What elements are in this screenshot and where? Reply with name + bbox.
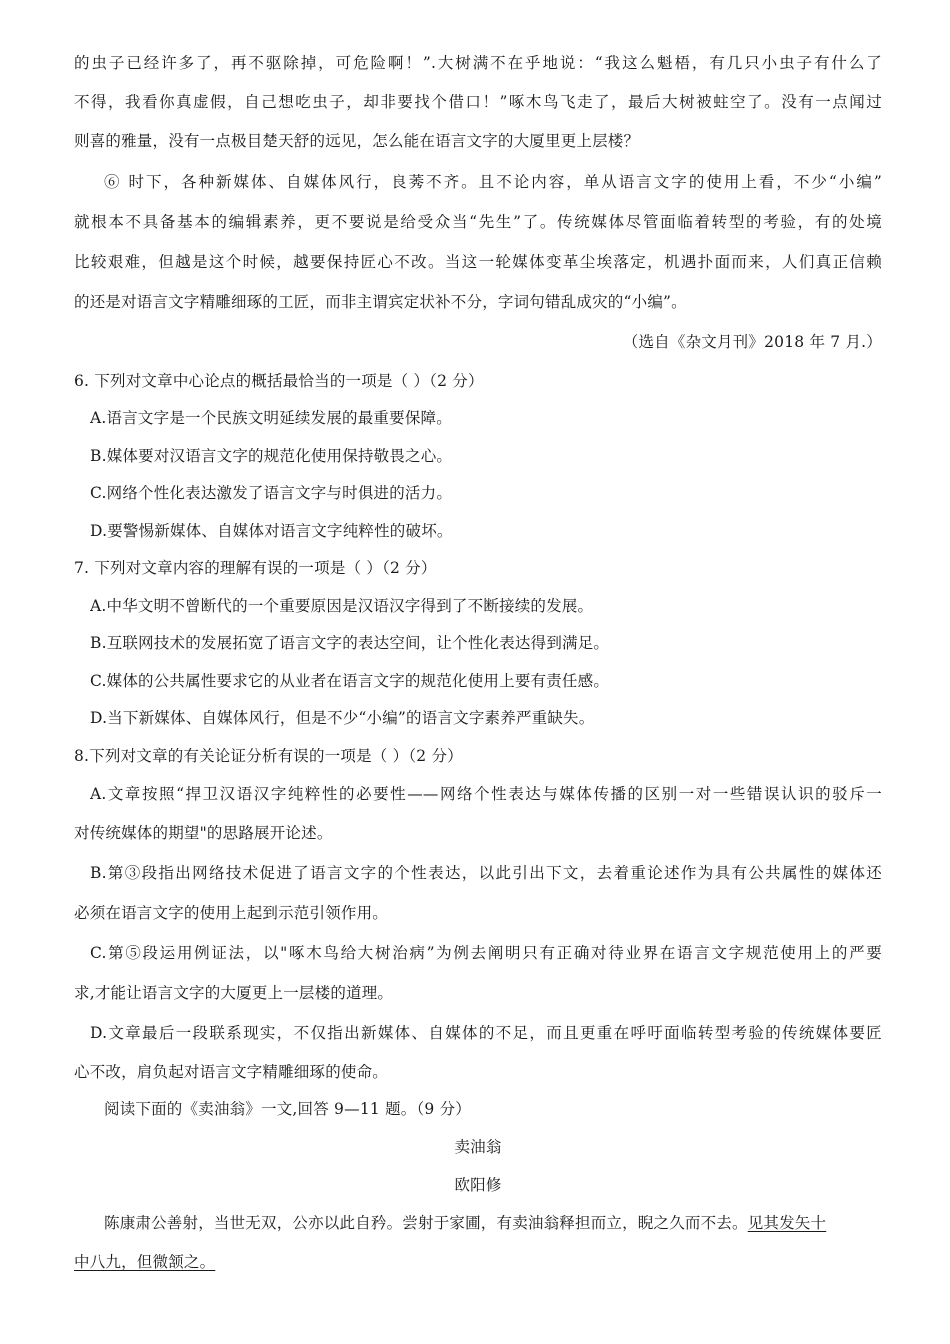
passage-line: 就根本不具备基本的编辑素养，更不要说是给受众当“先生”了。传统媒体尽管面临着转型的考验，有的处境 (74, 213, 882, 231)
question-7-option-a: A.中华文明不曾断代的一个重要原因是汉语汉字得到了不断接续的发展。 (90, 597, 594, 615)
question-7-stem: 7. 下列对文章内容的理解有误的一项是（ ）（2 分） (74, 559, 437, 577)
question-7-option-d: D.当下新媒体、自媒体风行，但是不少“小编”的语言文字素养严重缺失。 (90, 709, 595, 727)
passage-line: 的还是对语言文字精雕细琢的工匠，而非主谓宾定状补不分，字词句错乱成灾的“小编”。 (74, 293, 687, 311)
question-8-option-c-cont: 求,才能让语言文字的大厦更上一层楼的道理。 (74, 984, 394, 1002)
question-8-option-d-cont: 心不改，肩负起对语言文字精雕细琢的使命。 (74, 1063, 389, 1081)
question-8-option-b-cont: 必须在语言文字的使用上起到示范引领作用。 (74, 904, 389, 922)
passage-line: ⑥ 时下，各种新媒体、自媒体风行，良莠不齐。且不论内容，单从语言文字的使用上看，不少“小编” (104, 173, 882, 191)
question-6-option-c: C.网络个性化表达激发了语言文字与时俱进的活力。 (90, 484, 453, 502)
question-8-stem: 8.下列对文章的有关论证分析有误的一项是（ ）（2 分） (74, 747, 463, 765)
question-6-option-d: D.要警惕新媒体、自媒体对语言文字纯粹性的破坏。 (90, 522, 453, 540)
question-6-option-a: A.语言文字是一个民族文明延续发展的最重要保障。 (90, 409, 452, 427)
underlined-text: 中八九，但微颔之。 (74, 1253, 216, 1271)
passage-line: 不得，我看你真虚假，自己想吃虫子，却非要找个借口！”啄木鸟飞走了，最后大树被蛀空了。没有一点闻过 (74, 93, 882, 111)
reading-text: 陈康肃公善射，当世无双，公亦以此自矜。尝射于家圃，有卖油翁释担而立，睨之久而不去。 (104, 1214, 748, 1232)
question-8-option-d: D.文章最后一段联系现实，不仅指出新媒体、自媒体的不足，而且更重在呼吁面临转型考验的传统媒体要匠 (90, 1024, 882, 1042)
reading-paragraph-line (74, 1249, 882, 1275)
question-8-option-a-cont: 对传统媒体的期望"的思路展开论述。 (74, 824, 333, 842)
passage-line: 比较艰难，但越是这个时候，越要保持匠心不改。当这一轮媒体变革尘埃落定，机遇扑面而来，人们真正信赖 (74, 253, 882, 271)
question-8-option-a: A.文章按照“捍卫汉语汉字纯粹性的必要性——网络个性表达与媒体传播的区别一对一些错误认识的驳斥一 (90, 785, 882, 803)
reading-intro: 阅读下面的《卖油翁》一文,回答 9—11 题。（9 分） (104, 1100, 472, 1118)
question-7-option-b: B.互联网技术的发展拓宽了语言文字的表达空间，让个性化表达得到满足。 (90, 634, 610, 652)
question-6-option-b: B.媒体要对汉语言文字的规范化使用保持敬畏之心。 (90, 447, 453, 465)
source-citation: （选自《杂文月刊》2018 年 7 月.） (622, 333, 882, 351)
question-6-stem: 6. 下列对文章中心论点的概括最恰当的一项是（ ）（2 分） (74, 372, 484, 390)
underlined-text: 见其发矢十 (747, 1214, 827, 1232)
reading-author: 欧阳修 (454, 1176, 502, 1194)
question-7-option-c: C.媒体的公共属性要求它的从业者在语言文字的规范化使用上要有责任感。 (90, 672, 610, 690)
passage-line: 则喜的雅量，没有一点极目楚天舒的远见，怎么能在语言文字的大厦里更上层楼？ (74, 132, 640, 150)
reading-title: 卖油翁 (454, 1138, 502, 1156)
passage-line: 的虫子已经许多了，再不驱除掉，可危险啊！”.大树满不在乎地说：“我这么魁梧，有几只小虫子有什么了 (74, 54, 882, 72)
question-8-option-c: C.第⑤段运用例证法，以"啄木鸟给大树治病”为例去阐明只有正确对待业界在语言文字规范使用上的严要 (90, 944, 882, 962)
question-8-option-b: B.第③段指出网络技术促进了语言文字的个性表达，以此引出下文，去着重论述作为具有公共属性的媒体还 (90, 864, 882, 882)
reading-paragraph-line (104, 1210, 882, 1236)
